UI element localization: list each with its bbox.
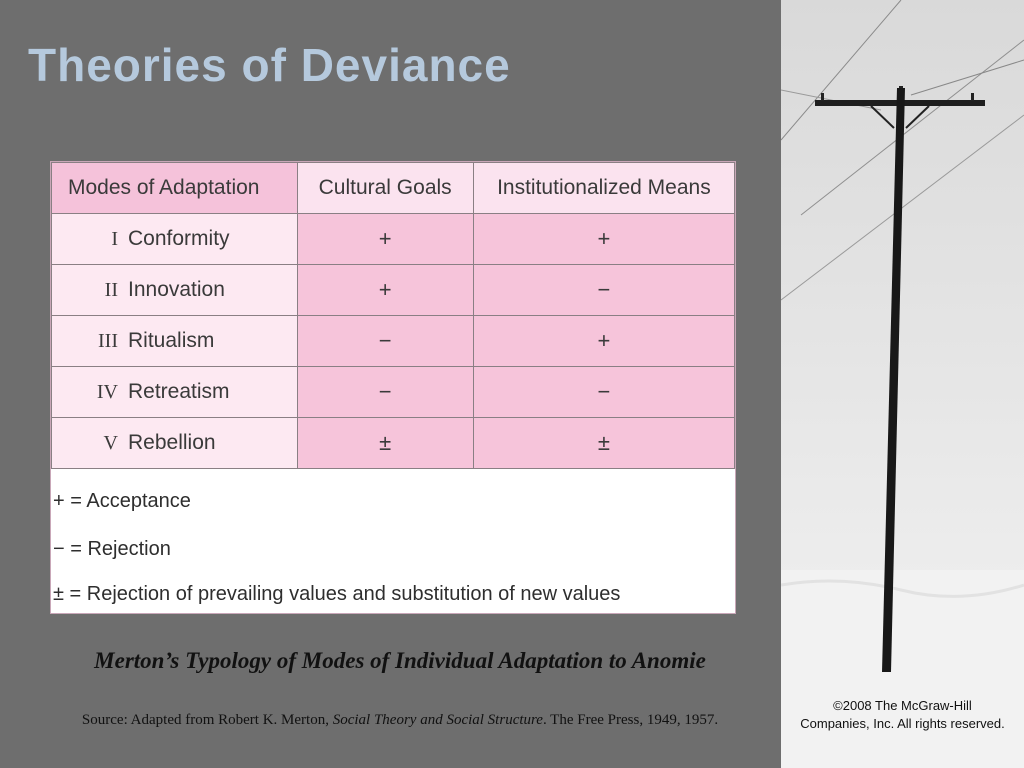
legend-rebellion: ± = Rejection of prevailing values and substitution of new values — [53, 583, 621, 605]
mode-label: Innovation — [128, 278, 225, 301]
goals-cell: − — [297, 316, 473, 367]
copyright-notice — [781, 697, 1024, 733]
source-suffix: . The Free Press, 1949, 1957. — [542, 712, 719, 728]
goals-cell: − — [297, 367, 473, 418]
table-row — [52, 214, 735, 265]
means-cell: + — [473, 214, 734, 265]
slide-title: Theories of Deviance — [28, 39, 511, 91]
table-row — [52, 418, 735, 469]
legend-acceptance: + = Acceptance — [53, 490, 191, 512]
table-header-row — [52, 163, 735, 214]
mode-numeral: V — [103, 431, 118, 454]
adaptation-table — [51, 162, 735, 469]
goals-cell: + — [297, 265, 473, 316]
mode-numeral: I — [111, 227, 118, 250]
mode-numeral: III — [98, 329, 118, 352]
goals-cell: ± — [297, 418, 473, 469]
header-modes: Modes of Adaptation — [52, 163, 298, 214]
mode-cell — [52, 418, 298, 469]
source-prefix: Source: Adapted from Robert K. Merton, — [81, 712, 333, 728]
means-cell: ± — [473, 418, 734, 469]
source-citation — [50, 710, 750, 730]
mode-numeral: IV — [96, 380, 118, 403]
header-cultural-goals: Cultural Goals — [297, 163, 473, 214]
means-cell: − — [473, 265, 734, 316]
mode-cell — [52, 265, 298, 316]
typology-figure — [50, 161, 736, 614]
copyright-line-2: Companies, Inc. All rights reserved. — [800, 716, 1005, 731]
goals-cell: + — [297, 214, 473, 265]
legend-rejection: − = Rejection — [53, 538, 171, 560]
figure-caption: Merton’s Typology of Modes of Individual Adaptation to Anomie — [94, 648, 706, 673]
mode-label: Conformity — [128, 227, 230, 250]
table-row — [52, 316, 735, 367]
copyright-line-1: ©2008 The McGraw-Hill — [833, 698, 972, 713]
means-cell: − — [473, 367, 734, 418]
table-row — [52, 265, 735, 316]
mode-label: Retreatism — [128, 380, 230, 403]
telephone-pole-photo — [781, 0, 1024, 768]
mode-cell — [52, 316, 298, 367]
mode-cell — [52, 367, 298, 418]
mode-label: Ritualism — [128, 329, 215, 352]
mode-numeral: II — [104, 278, 118, 301]
source-book-title: Social Theory and Social Structure — [332, 712, 543, 728]
means-cell: + — [473, 316, 734, 367]
mode-label: Rebellion — [128, 431, 216, 454]
mode-cell — [52, 214, 298, 265]
table-row — [52, 367, 735, 418]
header-institutionalized-means: Institutionalized Means — [473, 163, 734, 214]
